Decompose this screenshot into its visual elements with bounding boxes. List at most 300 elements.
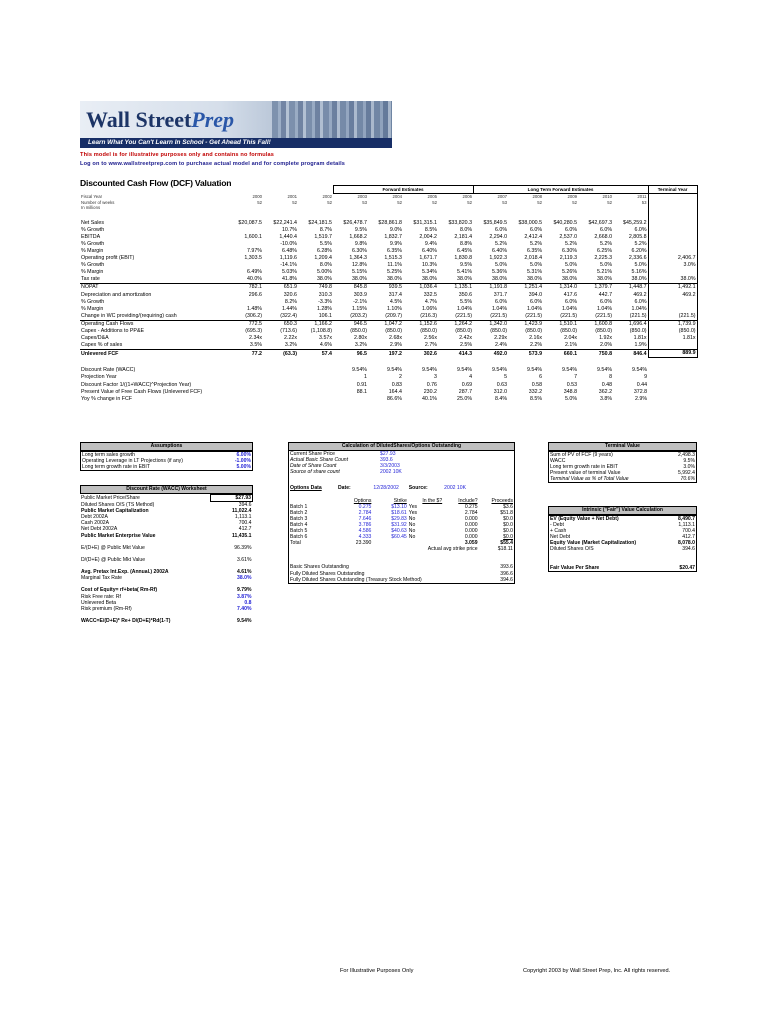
batch-strike: $18.61 — [391, 509, 407, 516]
value-cell — [333, 396, 368, 403]
value-cell: 6 — [539, 374, 543, 381]
value-cell: 38.0% — [298, 276, 333, 284]
value-cell: (850.0) — [490, 328, 508, 334]
avg-strike-label: Actual avg strike price — [427, 546, 478, 553]
value-cell: 2,406.7 — [648, 255, 697, 262]
value-cell: 4 — [469, 374, 473, 381]
intrinsic-label: EV (Equity Value + Net Debt) — [550, 516, 619, 522]
value-cell: 2.22x — [284, 335, 297, 342]
value-cell: -14.1% — [280, 262, 297, 269]
value-cell: 1.81x — [648, 335, 697, 342]
wacc-value: 1,113.1 — [234, 514, 252, 521]
row-label: % Growth — [81, 240, 105, 247]
wacc-value: 412.7 — [238, 526, 252, 533]
dcf-row — [80, 276, 697, 284]
forward-estimates-header: Forward Estimates — [333, 186, 473, 194]
value-cell: 3.57x — [319, 335, 332, 342]
cell — [368, 358, 403, 368]
logo: Wall StreetPrep — [86, 107, 235, 132]
value-cell: 772.5 — [248, 320, 262, 327]
value-cell: 332.5 — [423, 291, 437, 298]
value-cell: (221.5) — [543, 313, 578, 321]
value-cell: 38.0% — [473, 276, 508, 284]
value-cell: (221.5) — [613, 313, 648, 321]
value-cell: 2.7% — [403, 342, 438, 350]
cell — [473, 358, 508, 368]
intrinsic-label: Fair Value Per Share — [550, 564, 600, 571]
value-cell: 5.16% — [631, 269, 647, 276]
cell — [263, 367, 298, 374]
summary-label: Basic Shares Outstanding — [290, 564, 349, 571]
value-cell: 1,191.8 — [489, 284, 508, 291]
cell — [337, 546, 372, 552]
terminal-label: Long term growth rate in EBIT — [550, 464, 618, 471]
value-cell: 362.2 — [598, 388, 613, 395]
year-cell: 2007 — [497, 194, 508, 200]
terminal-value: 3.0% — [683, 464, 695, 471]
value-cell: 5.0% — [494, 262, 508, 269]
summary-value: 393.6 — [500, 564, 513, 571]
value-cell: 1.28% — [316, 305, 332, 312]
dcf-projection-table — [80, 185, 698, 403]
value-cell: 946.5 — [353, 320, 367, 327]
cell — [263, 211, 298, 220]
value-cell: 6.40% — [421, 247, 437, 254]
value-cell: 2.1% — [543, 342, 578, 350]
value-cell — [648, 220, 697, 227]
assumption-row — [81, 464, 253, 471]
intrinsic-value: 1,113.1 — [678, 522, 695, 529]
cell — [403, 358, 438, 368]
value-cell: 0.83 — [391, 381, 402, 388]
value-cell — [648, 269, 697, 276]
value-cell: 5.41% — [457, 269, 473, 276]
value-cell: 2,004.2 — [419, 233, 437, 240]
value-cell: 0.44 — [636, 381, 648, 388]
terminal-value-title: Terminal Value — [548, 442, 697, 451]
wacc-label: Net Debt 2002A — [81, 526, 118, 533]
value-cell: (221.5) — [473, 313, 508, 321]
value-cell: 5.00% — [316, 269, 332, 276]
value-cell: 845.8 — [353, 284, 367, 291]
value-cell — [648, 342, 697, 350]
value-cell: 1,739.9 — [648, 320, 697, 328]
batch-proceeds: $3.6 — [503, 503, 513, 510]
batch-name: Batch 5 — [290, 528, 308, 535]
value-cell: (1,108.8) — [310, 328, 332, 334]
value-cell: 5.5% — [319, 240, 332, 247]
cell — [508, 358, 543, 368]
value-cell: 0.69 — [461, 381, 473, 388]
fiscal-year-row-label: Fiscal Year — [81, 193, 103, 199]
batch-include: 2.784 — [464, 509, 478, 516]
value-cell: 10.7% — [281, 226, 297, 233]
value-cell: 10.3% — [421, 262, 437, 269]
value-cell: 5.34% — [421, 269, 437, 276]
value-cell: 9.54% — [527, 367, 543, 374]
cell — [228, 367, 263, 374]
value-cell: (203.2) — [333, 313, 368, 321]
value-cell: 6.0% — [494, 226, 508, 233]
value-cell: 230.2 — [423, 388, 437, 395]
row-label: Operating Cash Flows — [81, 320, 134, 327]
dcf-row — [80, 335, 697, 342]
value-cell: 6.0% — [529, 298, 543, 305]
info-value: $27.93 — [380, 451, 396, 457]
wacc-label: Avg. Pretax Int.Exp. (Annual.) 2002A — [81, 569, 169, 576]
value-cell: 320.6 — [283, 291, 297, 298]
value-cell: 2,225.3 — [594, 255, 613, 262]
row-label: % Growth — [81, 226, 105, 233]
value-cell: 1,510.1 — [559, 320, 578, 327]
value-cell: 2.34x — [249, 335, 262, 342]
value-cell: 492.0 — [493, 350, 508, 357]
cell — [648, 358, 697, 368]
value-cell: (850.0) — [525, 328, 543, 334]
value-cell: 5.26% — [562, 269, 578, 276]
cell — [473, 211, 508, 220]
value-cell: 96.5 — [356, 350, 367, 357]
cell — [648, 374, 697, 381]
dcf-title: Discounted Cash Flow (DCF) Valuation — [80, 178, 232, 188]
value-cell: 6.0% — [634, 298, 647, 305]
value-cell: 2,018.4 — [524, 255, 543, 262]
value-cell: 5.25% — [386, 269, 402, 276]
column-header: In the $? — [422, 497, 443, 504]
value-cell: 38.0% — [368, 276, 403, 284]
value-cell: 8 — [609, 374, 613, 381]
value-cell: 1,379.7 — [594, 284, 613, 291]
intrinsic-label: - Debt — [550, 522, 564, 529]
year-cell: 52 — [432, 199, 437, 205]
value-cell: 1,696.4 — [628, 320, 647, 327]
value-cell: 1,342.0 — [489, 320, 508, 327]
cell — [368, 211, 403, 220]
value-cell: (850.0) — [629, 328, 647, 334]
value-cell: 9.54% — [421, 367, 437, 374]
cell — [438, 358, 473, 368]
illustrative-notice: This model is for illustrative purposes only and contains no formulas — [80, 152, 275, 158]
info-label: Current Share Price — [290, 451, 336, 457]
wacc-label: Unlevered Beta — [81, 599, 117, 606]
intrinsic-label: Net Debt — [550, 534, 571, 541]
value-cell: $45,259.2 — [623, 219, 647, 226]
dcf-row — [80, 320, 697, 328]
value-cell: 3.5% — [228, 342, 263, 350]
cell — [263, 389, 298, 396]
value-cell: 296.6 — [248, 291, 262, 298]
value-cell: 371.7 — [493, 291, 508, 298]
cell — [298, 389, 333, 396]
wacc-label: E/(D+E) @ Public Mkt Value — [81, 544, 145, 551]
value-cell: 1,515.3 — [384, 255, 402, 262]
value-cell: 9.54% — [562, 367, 578, 374]
value-cell: (850.0) — [385, 328, 402, 334]
options-data-title: Options Data — [290, 485, 322, 492]
year-cell: 2005 — [427, 194, 437, 200]
value-cell: 2,119.3 — [559, 255, 578, 262]
batch-strike: $60.45 — [391, 534, 407, 541]
value-cell: 38.0% — [438, 276, 473, 284]
value-cell: 1,251.4 — [524, 284, 543, 291]
wacc-value: 96.39% — [234, 544, 252, 551]
value-cell: (221.5) — [508, 313, 543, 321]
value-cell: 5.36% — [492, 269, 508, 276]
summary-label: Fully Diluted Shares Outstanding — [290, 570, 365, 577]
value-cell: 8.4% — [494, 395, 508, 402]
batch-proceeds: $0.0 — [503, 534, 513, 541]
value-cell: 4.6% — [298, 342, 333, 350]
row-label: % Margin — [81, 305, 104, 312]
cell — [228, 389, 263, 396]
cell — [613, 358, 648, 368]
wacc-value: 3.87% — [237, 593, 252, 600]
intrinsic-label: Equity Value (Market Capitalization) — [550, 540, 637, 547]
wacc-row — [80, 618, 253, 624]
value-cell: 1.04% — [631, 305, 647, 312]
batch-itm: No — [408, 534, 416, 541]
year-cell: 52 — [397, 199, 402, 205]
wacc-value: 11,022.4 — [231, 508, 252, 515]
wacc-row — [80, 495, 253, 502]
value-cell: $28,861.8 — [378, 219, 402, 226]
value-cell: 77.2 — [251, 350, 262, 357]
value-cell: 6.0% — [564, 298, 578, 305]
row-label: Tax rate — [80, 276, 228, 284]
discount-row — [80, 367, 697, 374]
value-cell: 1,492.1 — [648, 284, 697, 292]
value-cell: 7 — [574, 374, 578, 381]
value-cell: 2.04x — [564, 335, 578, 342]
terminal-value: 2,498.3 — [678, 452, 695, 458]
value-cell: 5.2% — [634, 240, 647, 247]
value-cell: 9.54% — [457, 367, 473, 374]
wacc-label: Public Market Price/Share — [81, 495, 140, 501]
value-cell: $35,849.5 — [483, 219, 508, 226]
weeks-row-label: Number of weeks — [81, 199, 115, 205]
value-cell: 1,152.6 — [419, 320, 437, 327]
wall-street-prep-banner — [80, 101, 392, 148]
value-cell: 332.2 — [528, 388, 543, 395]
value-cell: 303.9 — [353, 291, 367, 298]
intrinsic-value: $20.47 — [679, 564, 695, 571]
wacc-value: 38.0% — [237, 575, 252, 582]
value-cell: 889.9 — [648, 350, 697, 358]
value-cell: 9 — [644, 374, 648, 381]
cell — [648, 389, 697, 396]
value-cell: $24,181.5 — [308, 219, 332, 226]
value-cell: 5.0% — [529, 262, 543, 269]
cell — [543, 358, 578, 368]
assumption-label: Long term sales growth — [82, 452, 135, 458]
batch-itm: No — [408, 515, 416, 522]
dcf-row — [80, 262, 697, 269]
wacc-label: Risk premium (Rm-Rf) — [81, 605, 132, 612]
diluted-shares-box — [288, 442, 515, 584]
value-cell — [648, 299, 697, 306]
batch-itm: Yes — [408, 509, 418, 516]
terminal-value: 70.6% — [680, 476, 695, 483]
value-cell: 8.5% — [529, 395, 543, 402]
info-value: 3/3/2003 — [380, 463, 400, 470]
value-cell — [648, 248, 697, 255]
value-cell: 310.3 — [318, 291, 332, 298]
wacc-label: Cost of Equity= rf+beta( Rm-Rf) — [81, 587, 158, 594]
value-cell: 4.7% — [424, 298, 437, 305]
value-cell: 1,209.4 — [314, 255, 332, 262]
cell — [648, 396, 697, 403]
value-cell: (850.0) — [648, 328, 697, 335]
wacc-worksheet — [80, 485, 253, 624]
value-cell: (850.0) — [560, 328, 578, 334]
value-cell: 6.20% — [631, 247, 647, 254]
batch-strike: $13.10 — [391, 503, 407, 510]
value-cell: 0.91 — [356, 381, 367, 388]
value-cell: 782.1 — [248, 284, 262, 291]
dcf-row — [80, 292, 697, 299]
value-cell: $26,478.7 — [343, 219, 367, 226]
cell — [298, 396, 333, 403]
summary-label: Fully Diluted Shares Outstanding (Treasury Stock Method) — [290, 576, 422, 583]
value-cell: 6.0% — [564, 226, 578, 233]
value-cell: 1,047.2 — [384, 320, 402, 327]
value-cell: 5.21% — [597, 269, 613, 276]
value-cell: 1.04% — [492, 305, 508, 312]
value-cell: 5.2% — [529, 240, 543, 247]
batch-strike: $29.83 — [391, 515, 407, 522]
value-cell: 1,440.4 — [279, 233, 297, 240]
value-cell: (850.0) — [420, 328, 437, 334]
value-cell: 1.15% — [351, 305, 367, 312]
batch-include: 0.000 — [464, 534, 478, 541]
cell — [403, 211, 438, 220]
value-cell: 2,294.0 — [489, 233, 508, 240]
wacc-value: 394.6 — [238, 502, 252, 509]
cell — [648, 367, 697, 374]
value-cell: 0.63 — [496, 381, 508, 388]
value-cell: 650.3 — [283, 320, 297, 327]
value-cell: 6.0% — [494, 298, 508, 305]
value-cell: 86.6% — [386, 395, 402, 402]
value-cell: 417.6 — [563, 291, 578, 298]
wacc-label: Marginal Tax Rate — [81, 575, 122, 582]
value-cell: 6.35% — [386, 247, 402, 254]
value-cell: 2.29x — [494, 335, 508, 342]
value-cell: 2,412.4 — [524, 233, 543, 240]
value-cell: 2,336.6 — [628, 255, 647, 262]
value-cell: 442.7 — [598, 291, 613, 298]
wacc-label: Public Market Enterprise Value — [81, 532, 156, 539]
intrinsic-value-box — [548, 506, 697, 572]
value-cell: 1.04% — [597, 305, 613, 312]
value-cell: 2.9% — [368, 342, 403, 350]
units-label: In millions — [81, 205, 101, 211]
value-cell: 846.4 — [633, 350, 647, 357]
intrinsic-value: 8,490.7 — [678, 516, 695, 522]
discount-row — [80, 396, 697, 403]
value-cell: $20,087.5 — [238, 219, 262, 226]
wacc-label: Diluted Shares O/S (TS Method) — [81, 501, 155, 508]
wacc-label: WACC=E/(D+E)* Re+ D/(D+E)*Rd(1-T) — [81, 617, 171, 624]
column-header: Include? — [458, 497, 478, 504]
value-cell: 573.9 — [528, 350, 543, 357]
value-cell: 3 — [434, 374, 437, 381]
value-cell — [228, 262, 263, 269]
year-cell: 52 — [607, 199, 613, 205]
value-cell: 40.1% — [421, 395, 437, 402]
total-label: Total — [290, 540, 301, 547]
value-cell: 2.2% — [508, 342, 543, 350]
value-cell: -3.3% — [318, 298, 332, 305]
row-label: Net Sales — [81, 219, 104, 226]
value-cell: 1,519.7 — [314, 233, 332, 240]
date-label: Date: — [338, 485, 351, 492]
cell — [263, 382, 298, 389]
value-cell: 372.8 — [633, 388, 648, 395]
batch-itm: No — [408, 528, 416, 535]
year-cell: 2009 — [567, 194, 578, 200]
value-cell: 38.0% — [613, 276, 648, 284]
value-cell: 2,537.0 — [559, 233, 578, 240]
year-cell: 52 — [572, 199, 578, 205]
avg-strike-value: $18.11 — [497, 546, 513, 553]
assumption-value: 5.00% — [236, 464, 251, 471]
cell — [333, 358, 368, 368]
value-cell: 5.0% — [599, 262, 613, 269]
value-cell — [648, 234, 697, 241]
value-cell: 38.0% — [648, 276, 697, 284]
value-cell: 3.0% — [648, 262, 697, 269]
dcf-row — [80, 234, 697, 241]
long-term-estimates-header: Long Term Forward Estimates — [473, 186, 648, 194]
wacc-value: 700.4 — [238, 520, 252, 527]
dcf-row — [80, 342, 697, 350]
discount-row — [80, 374, 697, 381]
value-cell: (221.5) — [578, 313, 613, 321]
footer-copyright: Copyright 2003 by Wall Street Prep, Inc. All rights reserved. — [523, 968, 671, 974]
value-cell: 9.9% — [389, 240, 402, 247]
dcf-row — [80, 313, 697, 321]
value-cell: 8.8% — [459, 240, 473, 247]
value-cell: 1.04% — [562, 305, 578, 312]
value-cell: 312.0 — [493, 388, 508, 395]
share-summary-row — [289, 577, 514, 583]
value-cell: 40.0% — [228, 276, 263, 284]
year-cell: 2006 — [462, 194, 473, 200]
cell — [263, 396, 298, 403]
value-cell: 6.25% — [597, 247, 613, 254]
value-cell: 9.54% — [386, 367, 402, 374]
value-cell: 1,135.1 — [454, 284, 473, 291]
value-cell: 88.1 — [356, 388, 367, 395]
wacc-value: $27.93 — [210, 495, 253, 502]
value-cell: 469.2 — [648, 292, 697, 299]
value-cell: 750.8 — [598, 350, 613, 357]
batch-proceeds: $51.8 — [500, 509, 513, 516]
info-label: Actual Basic Share Count — [290, 457, 349, 464]
value-cell — [228, 241, 263, 248]
wacc-label: D/(D+E) @ Public Mkt Value — [81, 556, 146, 563]
value-cell — [648, 306, 697, 313]
wacc-label: Debt 2002A — [81, 514, 108, 521]
wacc-value: 0.8 — [244, 599, 252, 606]
discount-row — [80, 389, 697, 396]
terminal-row — [549, 476, 697, 483]
total-include: 3.059 — [464, 540, 478, 547]
batch-options: 4.586 — [358, 528, 372, 535]
row-label: Discount Factor 1/((1+WACC)^Projection Year) — [81, 381, 192, 388]
row-label: Present Value of Free Cash Flows (Unlevered FCF) — [81, 388, 203, 395]
